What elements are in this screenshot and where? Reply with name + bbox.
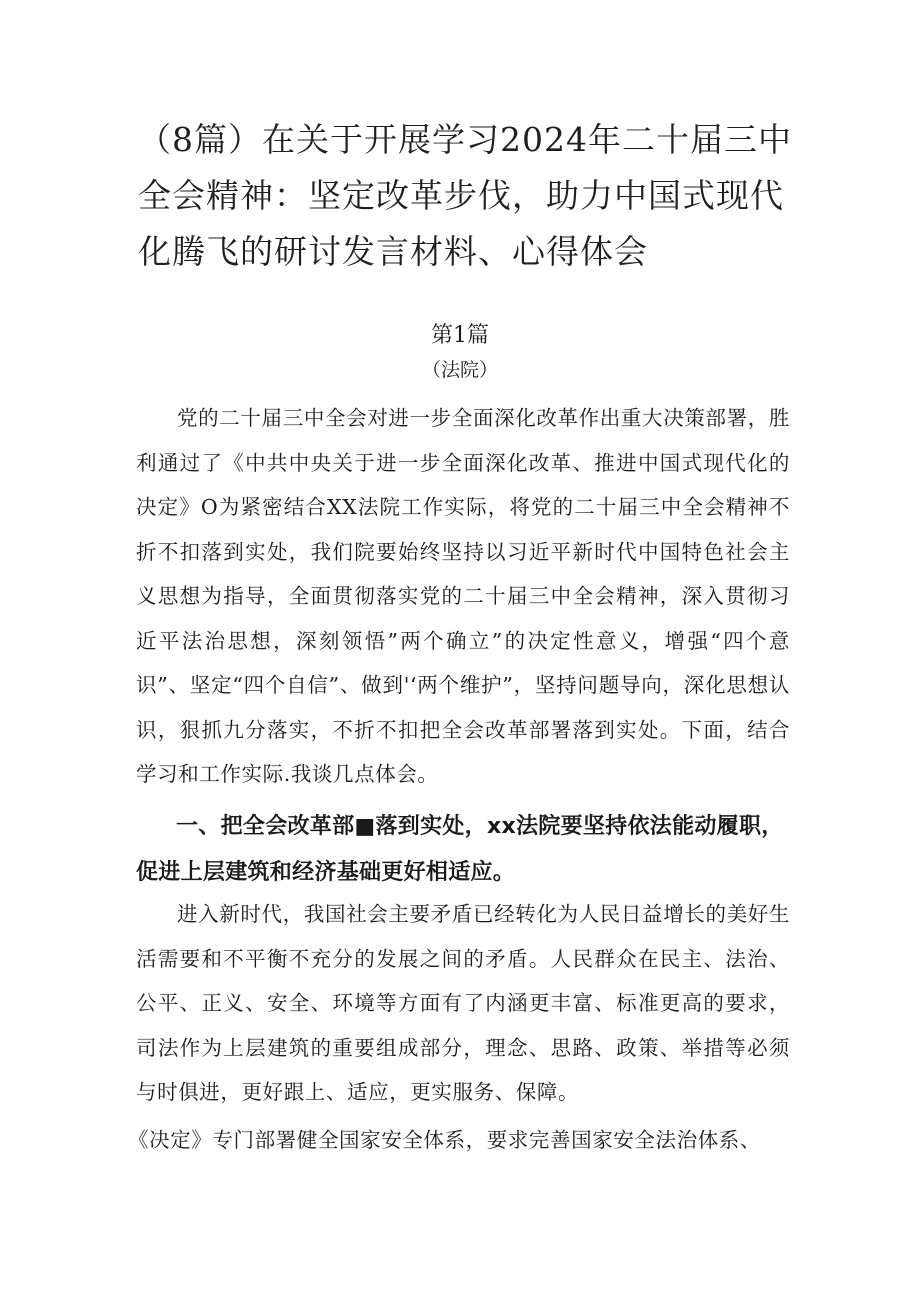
section-paragraph: 进入新时代，我国社会主要矛盾已经转化为人民日益增长的美好生活需要和不平衡不充分的发展之间的矛盾。人民群众在民主、法治、公平、正义、安全、环境等方面有了内涵更丰富、标准更高的要求，司法作为上层建筑的重要组成部分，理念、思路、政策、举措等必须与时俱进，更好跟上、适应，更实服务、保障。	[136, 902, 790, 1104]
section-paragraph-continued: 《决定》专门部署健全国家安全体系，要求完善国家安全法治体系、	[128, 1128, 761, 1152]
chapter-heading: 第1篇	[431, 323, 489, 348]
section-heading: 一、把全会改革部■落到实处，xx法院要坚持依法能动履职，促进上层建筑和经济基础更好相适应。	[136, 814, 784, 885]
intro-paragraph: 党的二十届三中全会对进一步全面深化改革作出重大决策部署，胜利通过了《中共中央关于进一步全面深化改革、推进中国式现代化的决定》O为紧密结合XX法院工作实际，将党的二十届三中全会精神不折不扣落到实处，我们院要始终坚持以习近平新时代中国特色社会主义思想为指导，全面贯彻落实党的二十届三中全会精神，深入贯彻习近平法治思想，深刻领悟”两个确立”的决定性意义，增强“四个意识”、坚定“四个自信”、做到'‘两个维护”，坚持问题导向，深化思想认识，狠抓九分落实，不折不扣把全会改革部署落到实处。下面，结合学习和工作实际.我谈几点体会。	[136, 406, 790, 786]
chapter-subheading: （法院）	[421, 359, 498, 381]
document-title: （8篇）在关于开展学习2024年二十届三中全会精神：坚定改革步伐，助力中国式现代化腾飞的研讨发言材料、心得体会	[138, 120, 792, 271]
